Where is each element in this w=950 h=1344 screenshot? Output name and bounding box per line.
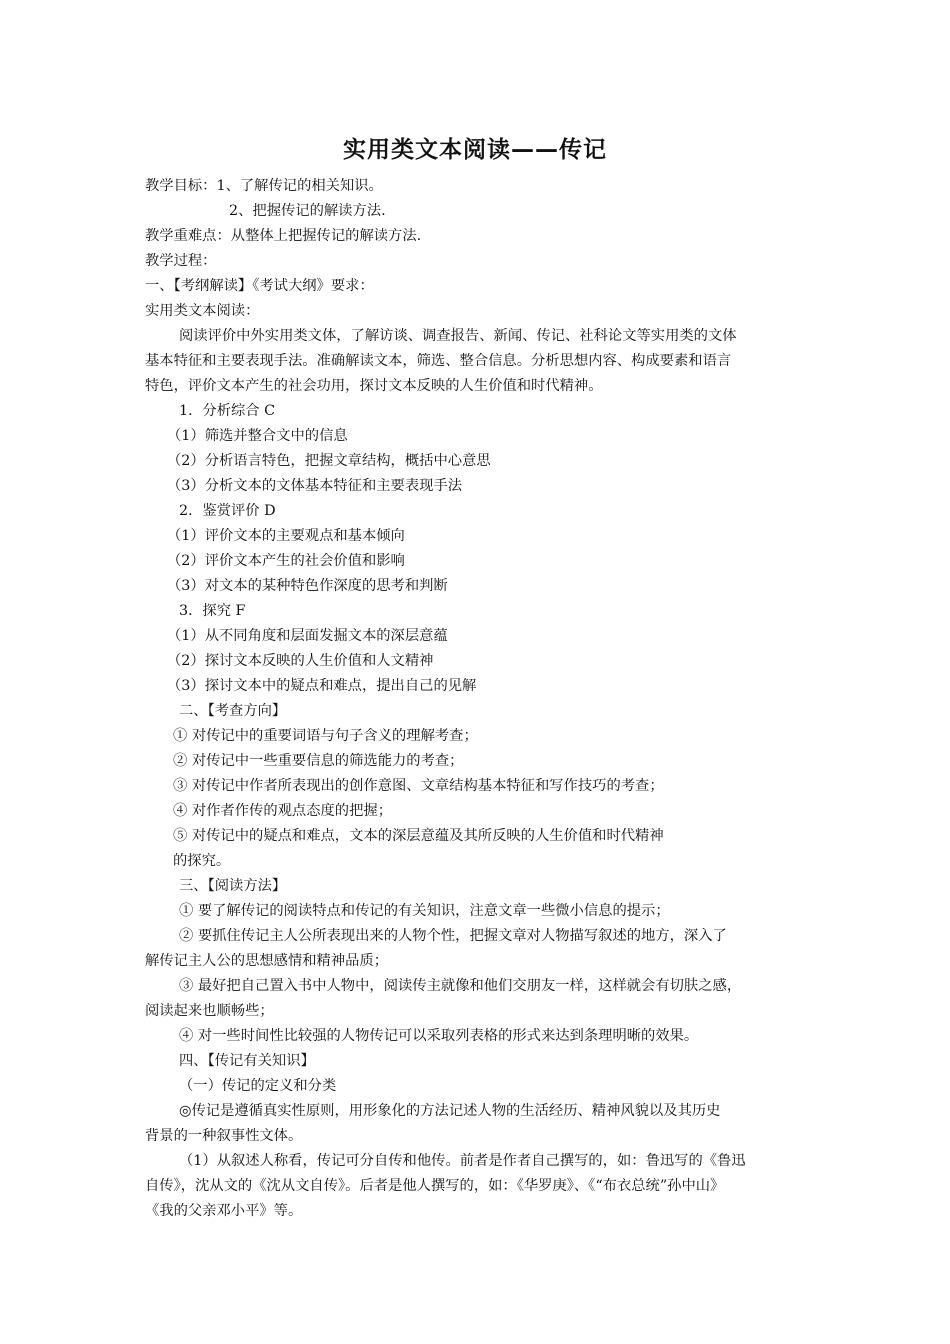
text-line: 1．分析综合 C — [179, 403, 276, 419]
text-line: 二、【考查方向】 — [179, 703, 287, 719]
text-line: 四、【传记有关知识】 — [179, 1053, 315, 1069]
text-line: 《我的父亲邓小平》等。 — [145, 1203, 303, 1219]
text-line: 三、【阅读方法】 — [179, 878, 287, 894]
text-line: （1）评价文本的主要观点和基本倾向 — [167, 528, 405, 544]
text-line: 2．鉴赏评价 D — [179, 503, 276, 519]
text-line: 2、把握传记的解读方法. — [229, 203, 386, 219]
text-line: 特色，评价文本产生的社会功用，探讨文本反映的人生价值和时代精神。 — [145, 378, 603, 394]
text-line: 教学重难点：从整体上把握传记的解读方法. — [145, 228, 422, 244]
text-line: ① 对传记中的重要词语与句子含义的理解考查； — [173, 728, 478, 744]
text-line: （一）传记的定义和分类 — [179, 1078, 337, 1094]
text-line: （3）对文本的某种特色作深度的思考和判断 — [167, 578, 448, 594]
text-line: 一、【考纲解读】《考试大纲》要求： — [145, 278, 374, 294]
text-line: 教学目标：1、了解传记的相关知识。 — [145, 178, 383, 194]
text-line: （1）筛选并整合文中的信息 — [167, 428, 348, 444]
text-line: ④ 对作者作传的观点态度的把握； — [173, 803, 392, 819]
text-line: ③ 最好把自己置入书中人物中，阅读传主就像和他们交朋友一样，这样就会有切肤之感， — [179, 978, 742, 994]
text-line: （3）分析文本的文体基本特征和主要表现手法 — [167, 478, 463, 494]
text-line: 基本特征和主要表现手法。准确解读文本，筛选、整合信息。分析思想内容、构成要素和语言 — [145, 353, 732, 369]
text-line: ④ 对一些时间性比较强的人物传记可以采取列表格的形式来达到条理明晰的效果。 — [179, 1028, 699, 1044]
text-line: ③ 对传记中作者所表现出的创作意图、文章结构基本特征和写作技巧的考查； — [173, 778, 664, 794]
text-line: 教学过程： — [145, 253, 217, 269]
text-line: 阅读评价中外实用类文体，了解访谈、调查报告、新闻、传记、社科论文等实用类的文体 — [179, 328, 737, 344]
text-line: （2）分析语言特色，把握文章结构，概括中心意思 — [167, 453, 491, 469]
text-line: ① 要了解传记的阅读特点和传记的有关知识，注意文章一些微小信息的提示； — [179, 903, 670, 919]
text-line: 实用类文本阅读： — [145, 303, 260, 319]
text-line: 3．探究 F — [179, 603, 246, 619]
text-line: （2）探讨文本反映的人生价值和人文精神 — [167, 653, 434, 669]
text-line: 背景的一种叙事性文体。 — [145, 1128, 303, 1144]
text-line: 自传》，沈从文的《沈从文自传》。后者是他人撰写的，如：《华罗庚》、《“布衣总统”孙中山》 — [145, 1178, 725, 1194]
text-line: ② 对传记中一些重要信息的筛选能力的考查； — [173, 753, 464, 769]
text-line: ② 要抓住传记主人公所表现出来的人物个性，把握文章对人物描写叙述的地方，深入了 — [179, 928, 727, 944]
text-line: （1）从不同角度和层面发掘文本的深层意蕴 — [167, 628, 448, 644]
document-title: 实用类文本阅读——传记 — [343, 137, 607, 163]
text-line: 阅读起来也顺畅些； — [145, 1003, 274, 1019]
text-line: （1）从叙述人称看，传记可分自传和他传。前者是作者自己撰写的，如：鲁迅写的《鲁迅 — [179, 1153, 746, 1169]
text-line: ◎传记是遵循真实性原则，用形象化的方法记述人物的生活经历、精神风貌以及其历史 — [179, 1103, 721, 1119]
text-line: （2）评价文本产生的社会价值和影响 — [167, 553, 405, 569]
document-body — [145, 174, 815, 1224]
text-line: 解传记主人公的思想感情和精神品质； — [145, 953, 389, 969]
text-line: 的探究。 — [173, 853, 231, 869]
text-line: ⑤ 对传记中的疑点和难点，文本的深层意蕴及其所反映的人生价值和时代精神 — [173, 828, 664, 844]
text-line: （3）探讨文本中的疑点和难点，提出自己的见解 — [167, 678, 477, 694]
